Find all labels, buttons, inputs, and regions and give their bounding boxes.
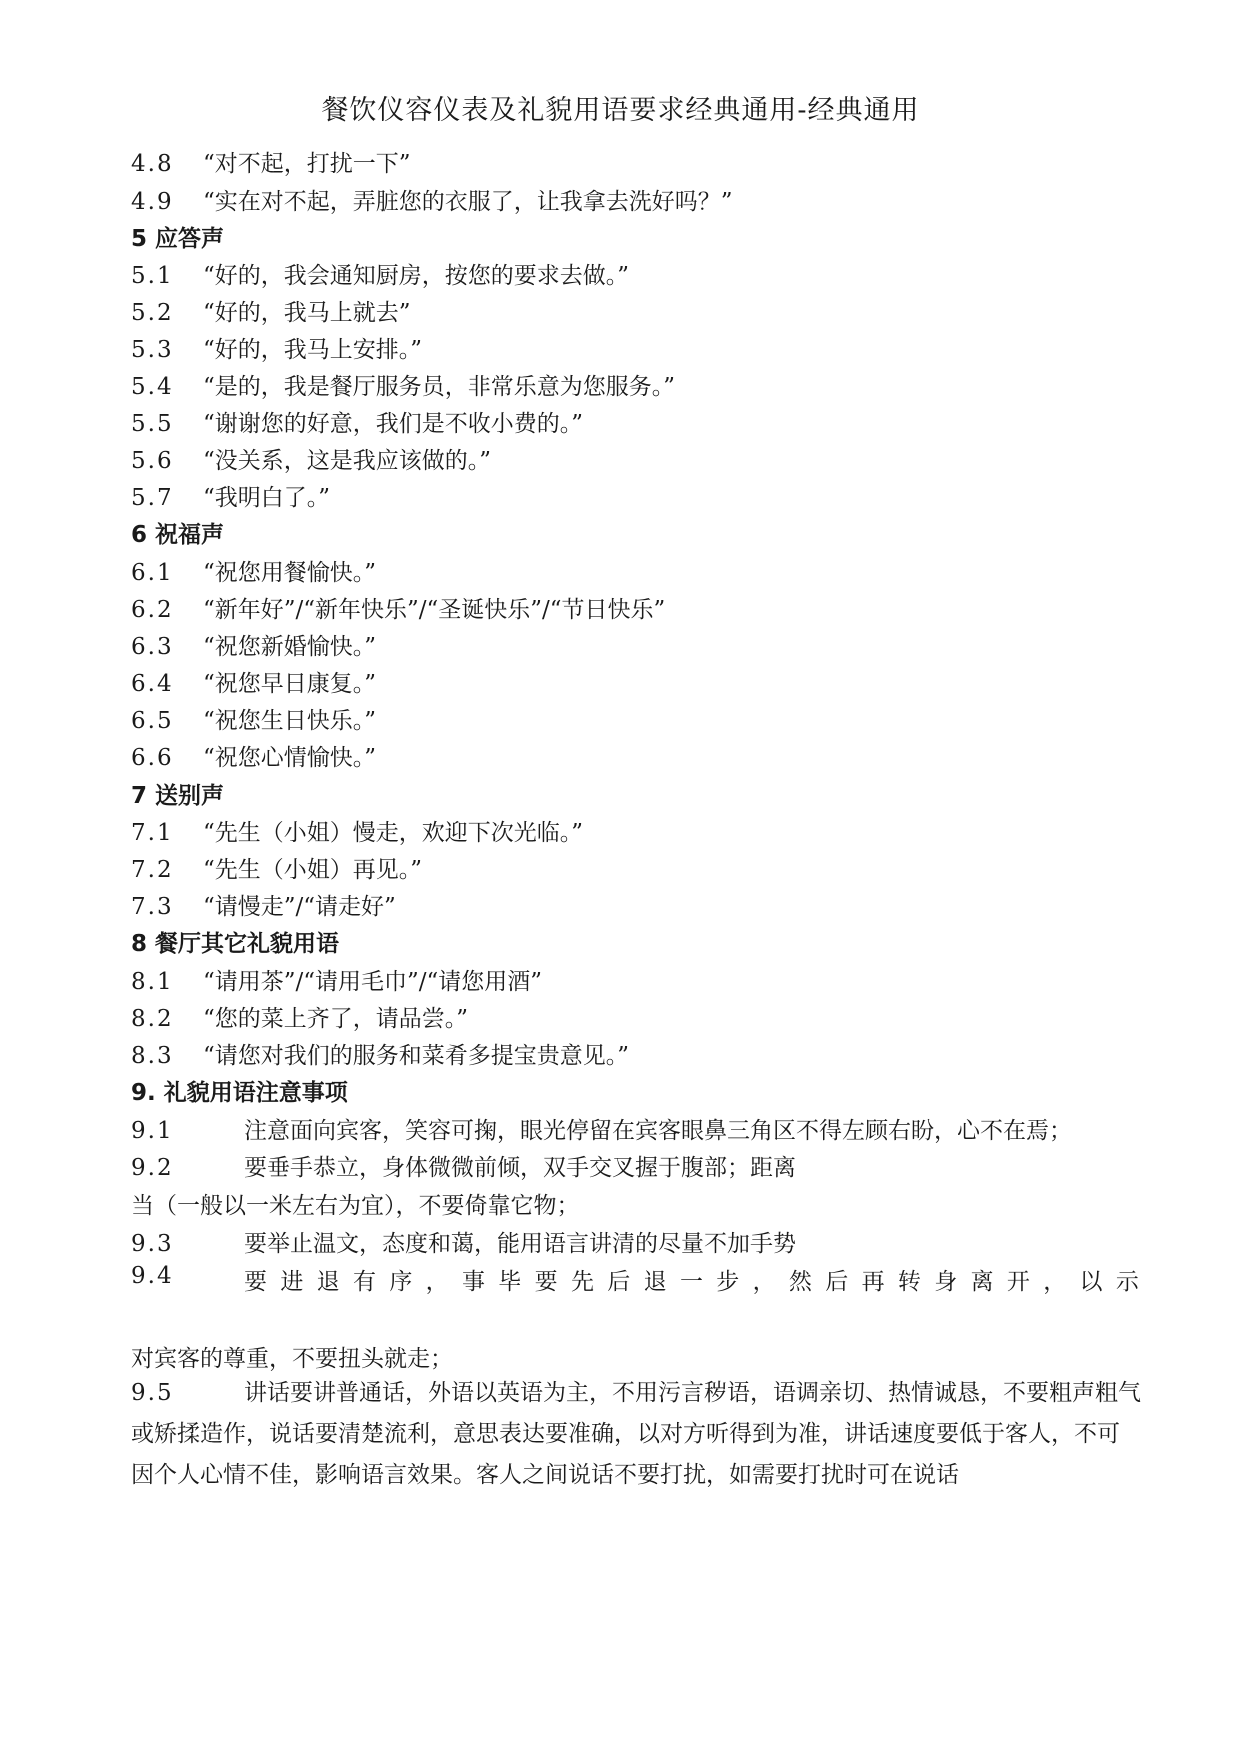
list-item: 6.4 “祝您早日康复。” bbox=[131, 671, 377, 697]
section-heading-9: 9. 礼貌用语注意事项 bbox=[131, 1080, 348, 1106]
list-item: 4.8 “对不起，打扰一下” bbox=[131, 151, 411, 177]
list-item: 8.2 “您的菜上齐了，请品尝。” bbox=[131, 1006, 469, 1032]
list-item: 6.6 “祝您心情愉快。” bbox=[131, 745, 377, 771]
continuation-line: 对宾客的尊重，不要扭头就走； bbox=[131, 1346, 453, 1372]
continuation-line: 当（一般以一米左右为宜），不要倚靠它物； bbox=[131, 1193, 580, 1219]
list-item: 6.3 “祝您新婚愉快。” bbox=[131, 634, 377, 660]
justified-line: 要 进 退 有 序 ， 事 毕 要 先 后 退 一 步 ， 然 后 再 转 身 离 开 ， 以 示 bbox=[244, 1269, 1139, 1295]
list-item: 7.1 “先生（小姐）慢走，欢迎下次光临。” bbox=[131, 820, 584, 846]
list-item: 6.5 “祝您生日快乐。” bbox=[131, 708, 377, 734]
list-item: 5.5 “谢谢您的好意，我们是不收小费的。” bbox=[131, 411, 584, 437]
list-item: 5.2 “好的，我马上就去” bbox=[131, 300, 411, 326]
list-item: 8.1 “请用茶”/“请用毛巾”/“请您用酒” bbox=[131, 969, 543, 995]
list-item-number: 9.4 bbox=[131, 1263, 174, 1289]
list-item: 5.6 “没关系，这是我应该做的。” bbox=[131, 448, 492, 474]
list-item: 5.7 “我明白了。” bbox=[131, 485, 331, 511]
section-heading-5: 5 应答声 bbox=[131, 226, 225, 252]
list-item: 6.1 “祝您用餐愉快。” bbox=[131, 560, 377, 586]
list-item: 8.3 “请您对我们的服务和菜肴多提宝贵意见。” bbox=[131, 1043, 630, 1069]
list-item: 9.1 注意面向宾客，笑容可掬，眼光停留在宾客眼鼻三角区不得左顾右盼，心不在焉； bbox=[131, 1118, 1072, 1144]
list-item: 6.2 “新年好”/“新年快乐”/“圣诞快乐”/“节日快乐” bbox=[131, 597, 666, 623]
list-item: 5.4 “是的，我是餐厅服务员，非常乐意为您服务。” bbox=[131, 374, 676, 400]
section-heading-8: 8 餐厅其它礼貌用语 bbox=[131, 931, 340, 957]
list-item: 5.1 “好的，我会通知厨房，按您的要求去做。” bbox=[131, 263, 630, 289]
list-item: 7.2 “先生（小姐）再见。” bbox=[131, 857, 423, 883]
list-item: 7.3 “请慢走”/“请走好” bbox=[131, 894, 396, 920]
section-heading-6: 6 祝福声 bbox=[131, 522, 225, 548]
paragraph: 9.5 讲话要讲普通话，外语以英语为主，不用污言秽语，语调亲切、热情诚恳，不要粗声粗气或矫揉造作，说话要清楚流利，意思表达要准确，以对方听得到为准，讲话速度要低于客人，不可因个人心情不佳，影响语言效果。客人之间说话不要打扰，如需要打扰时可在说话 bbox=[131, 1380, 1141, 1488]
list-item: 4.9 “实在对不起，弄脏您的衣服了，让我拿去洗好吗？” bbox=[131, 189, 733, 215]
list-item: 9.3 要举止温文，态度和蔼，能用语言讲清的尽量不加手势 bbox=[131, 1231, 796, 1257]
page-title: 餐饮仪容仪表及礼貌用语要求经典通用-经典通用 bbox=[321, 95, 920, 126]
list-item: 5.3 “好的，我马上安排。” bbox=[131, 337, 423, 363]
section-heading-7: 7 送别声 bbox=[131, 783, 225, 809]
list-item: 9.2 要垂手恭立，身体微微前倾，双手交叉握于腹部；距离 bbox=[131, 1155, 796, 1181]
